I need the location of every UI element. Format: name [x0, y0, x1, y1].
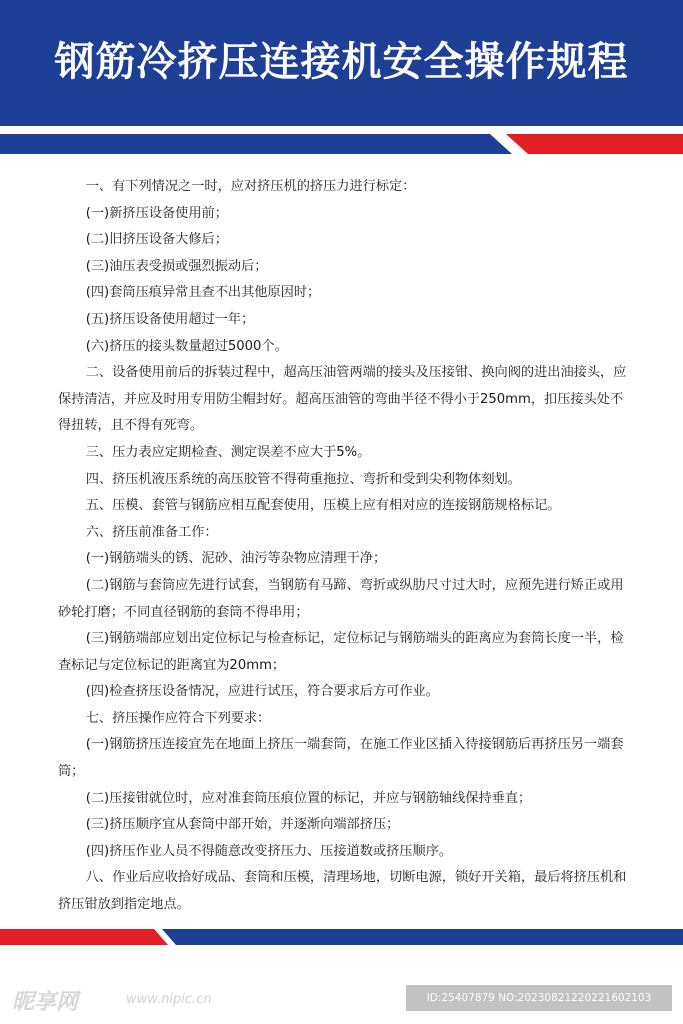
paragraph: 一、有下列情况之一时，应对挤压机的挤压力进行标定：: [85, 179, 416, 194]
bottom-stripe-red: [0, 929, 168, 945]
paragraph: (六)挤压的接头数量超过5000个。: [85, 338, 288, 354]
paragraph: (四)套筒压痕异常且查不出其他原因时；: [85, 285, 321, 301]
paragraph: (一)钢筋挤压连接宜先在地面上挤压一端套筒，在施工作业区插入待接钢筋后再挤压另一端套筒；: [58, 737, 624, 780]
paragraph: (二)压接钳就位时，应对准套筒压痕位置的标记，并应与钢筋轴线保持垂直；: [85, 790, 532, 806]
watermark-url: www.nipic.cn: [126, 992, 212, 1007]
paragraph: (三)油压表受损或强烈振动后；: [85, 258, 268, 274]
watermark-logo: 昵享网: [12, 990, 79, 1015]
top-stripe-blue: [0, 134, 512, 154]
paragraph: 三、压力表应定期检查、测定误差不应大于5%。: [85, 444, 371, 460]
top-stripe-red: [506, 134, 683, 154]
page-title: 钢筋冷挤压连接机安全操作规程: [54, 39, 629, 85]
paragraph: (三)挤压顺序宜从套筒中部开始，并逐渐向端部挤压；: [85, 817, 400, 833]
paragraph: 七、挤压操作应符合下列要求：: [85, 710, 271, 726]
top-stripe: [0, 128, 683, 154]
paragraph: (一)钢筋端头的锈、泥砂、油污等杂物应清理干净；: [85, 551, 387, 567]
regulation-content: [58, 174, 630, 919]
paragraph: 八、作业后应收拾好成品、套筒和压模，清理场地，切断电源，锁好开关箱，最后将挤压机和挤压钳放到指定地点。: [58, 870, 627, 913]
paragraph: 五、压模、套管与钢筋应相互配套使用，压模上应有相对应的连接钢筋规格标记。: [85, 498, 561, 514]
paragraph: (三)钢筋端部应划出定位标记与检查标记，定位标记与钢筋端头的距离应为套筒长度一半，检查标记与定位标记的距离宜为20mm；: [58, 631, 624, 673]
paragraph: (四)挤压作业人员不得随意改变挤压力、压接道数或挤压顺序。: [85, 843, 453, 859]
header-banner: [0, 0, 683, 126]
paragraph: (二)旧挤压设备大修后；: [85, 232, 228, 248]
paragraph: 六、挤压前准备工作：: [85, 524, 218, 540]
paragraph: (一)新挤压设备使用前；: [85, 205, 228, 221]
paragraph: 四、挤压机液压系统的高压胶管不得荷重拖拉、弯折和受到尖利物体刻划。: [85, 471, 521, 487]
paragraph: (五)挤压设备使用超过一年；: [85, 311, 255, 327]
bottom-stripe: [0, 929, 683, 945]
image-id-bar: ID:25407879 NO:20230821220221602103: [406, 985, 672, 1011]
paragraph: (四)检查挤压设备情况，应进行试压，符合要求后方可作业。: [85, 684, 439, 700]
paragraph: (二)钢筋与套筒应先进行试套，当钢筋有马蹄、弯折或纵肋尺寸过大时，应预先进行矫正或用砂轮打磨；不同直径钢筋的套筒不得串用；: [58, 577, 624, 620]
paragraph: 二、设备使用前后的拆装过程中，超高压油管两端的接头及压接钳、换向阀的进出油接头，应保持清洁，并应及时用专用防尘帽封好。超高压油管的弯曲半径不得小于250mm，扣压接头处不得扭转，且不得有死弯。: [58, 365, 627, 434]
bottom-stripe-blue: [162, 929, 683, 945]
